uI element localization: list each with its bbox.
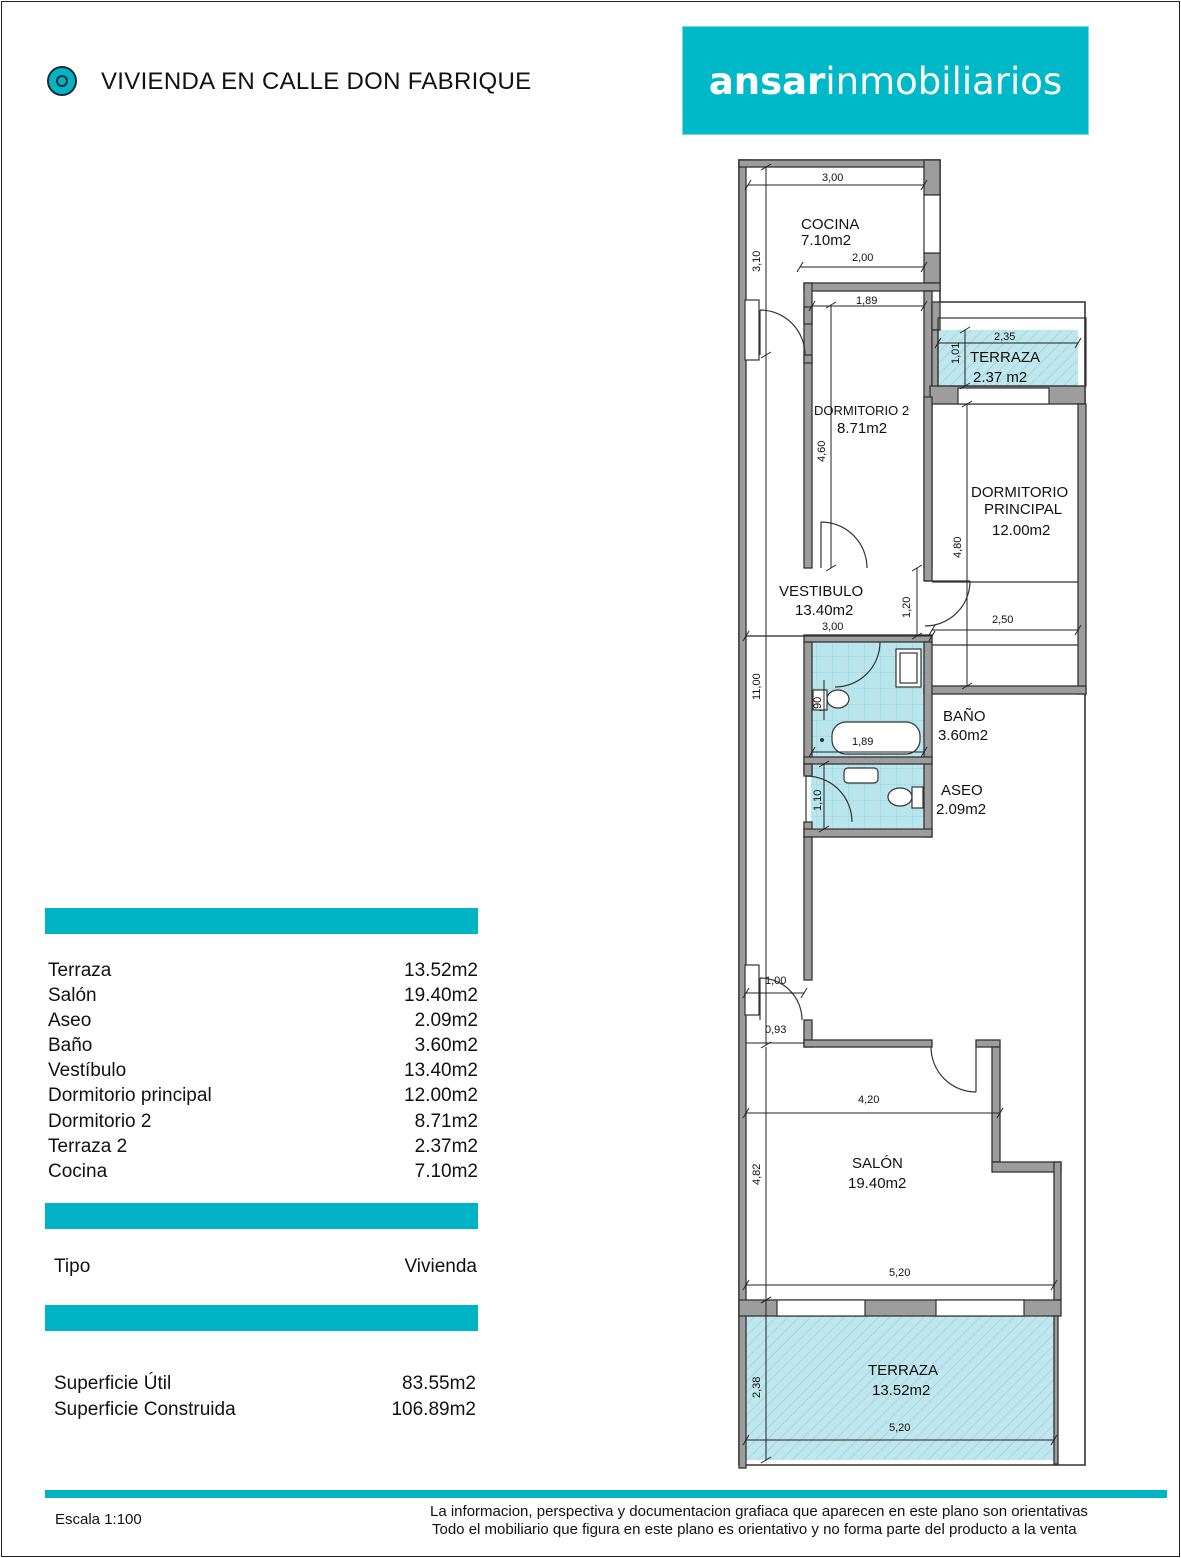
bathtub (832, 722, 920, 754)
hall-area: 13.40m2 (795, 602, 854, 619)
room-name: Aseo (48, 1010, 92, 1032)
toilet-label: ASEO (941, 782, 983, 799)
dim-corridor-width: 1,00 (765, 975, 787, 987)
useful-area-label: Superficie Útil (54, 1373, 172, 1394)
bedroom-2-label: DORMITORIO 2 (814, 403, 910, 418)
room-area: 2.09m2 (414, 1010, 478, 1032)
dim-bathtub-length: 1,89 (852, 736, 874, 748)
built-area-value: 106.89m2 (391, 1399, 476, 1420)
living-room-label: SALÓN (852, 1155, 903, 1172)
kitchen-area: 7.10m2 (801, 232, 852, 249)
kitchen-label: COCINA (801, 216, 860, 233)
hall-label: VESTIBULO (779, 583, 864, 600)
dim-terrace-2-depth: 1,01 (950, 342, 962, 364)
room-name: Baño (48, 1035, 93, 1057)
room-area: 3.60m2 (414, 1035, 478, 1057)
toilet-sink (844, 768, 878, 783)
type-value: Vivienda (404, 1256, 477, 1277)
room-area: 19.40m2 (404, 985, 478, 1007)
logo-suffix: inmobiliarios (825, 60, 1063, 103)
dim-corridor-end: 0,93 (765, 1024, 787, 1036)
room-name: Dormitorio 2 (48, 1110, 152, 1132)
type-label: Tipo (54, 1256, 91, 1277)
bathroom-area: 3.60m2 (938, 727, 989, 744)
dim-master-width: 2,50 (992, 614, 1014, 626)
dim-kitchen-width: 3,00 (822, 172, 844, 184)
dim-living-width: 4,20 (858, 1094, 880, 1106)
toilet-area: 2.09m2 (936, 801, 987, 818)
living-room-area: 19.40m2 (848, 1175, 907, 1192)
bathroom-label: BAÑO (943, 708, 986, 725)
dim-toilet-depth: 1,10 (812, 789, 824, 811)
dim-bedroom-2-depth: 4,60 (816, 440, 828, 462)
dim-hall-depth: 1,20 (901, 596, 913, 618)
room-area: 13.40m2 (404, 1060, 478, 1082)
room-name: Dormitorio principal (48, 1085, 212, 1107)
dim-bath-toilet: ,90 (812, 696, 824, 712)
terrace-2-area: 2.37 m2 (973, 369, 1028, 386)
disclaimer-line-2: Todo el mobiliario que figura en este plano es orientativo y no forma parte del producto a la venta (432, 1521, 1077, 1538)
terrace-area: 13.52m2 (872, 1382, 931, 1399)
disclaimer-line-1: La informacion, perspectiva y documentacion grafiaca que aparecen en este plano son orientativas (430, 1503, 1088, 1520)
room-name: Terraza 2 (48, 1135, 128, 1157)
useful-area-value: 83.55m2 (402, 1373, 476, 1394)
dim-terrace-2-width: 2,35 (994, 331, 1016, 343)
master-bedroom-area: 12.00m2 (992, 522, 1051, 539)
room-name: Cocina (48, 1160, 108, 1182)
dim-kitchen-depth: 3,10 (751, 250, 763, 272)
terrace-2-label: TERRAZA (970, 349, 1041, 366)
dim-living-window-wall: 5,20 (889, 1267, 911, 1279)
bathroom-toilet (827, 690, 849, 708)
dim-bedroom-2-width: 1,89 (856, 295, 878, 307)
dim-corridor-length: 11,00 (751, 673, 763, 700)
room-area: 7.10m2 (414, 1160, 478, 1182)
room-name: Vestíbulo (48, 1060, 127, 1082)
built-area-label: Superficie Construida (54, 1399, 236, 1420)
dim-hall-width: 3,00 (822, 621, 844, 633)
room-name: Terraza (48, 960, 112, 981)
logo-brand: ansar (708, 60, 826, 103)
dim-terrace-depth: 2,38 (751, 1376, 763, 1398)
room-name: Salón (48, 985, 97, 1007)
page-title: VIVIENDA EN CALLE DON FABRIQUE (101, 68, 532, 95)
terrace-label: TERRAZA (868, 1362, 939, 1379)
scale-note: Escala 1:100 (55, 1511, 142, 1528)
room-area: 13.52m2 (404, 960, 478, 981)
dim-terrace-width: 5,20 (889, 1422, 911, 1434)
master-bedroom-label-2: PRINCIPAL (984, 501, 1063, 518)
room-area: 2.37m2 (414, 1135, 478, 1157)
room-area: 12.00m2 (404, 1085, 478, 1107)
drain-icon (820, 738, 824, 742)
dim-kitchen-counter: 2,00 (852, 252, 874, 264)
master-bedroom-label-1: DORMITORIO (971, 484, 1069, 501)
dim-master-depth: 4,80 (952, 536, 964, 558)
dim-living-depth: 4,82 (751, 1163, 763, 1185)
toilet-bowl (888, 788, 912, 806)
room-area: 8.71m2 (414, 1110, 478, 1132)
bedroom-2-area: 8.71m2 (837, 420, 888, 437)
